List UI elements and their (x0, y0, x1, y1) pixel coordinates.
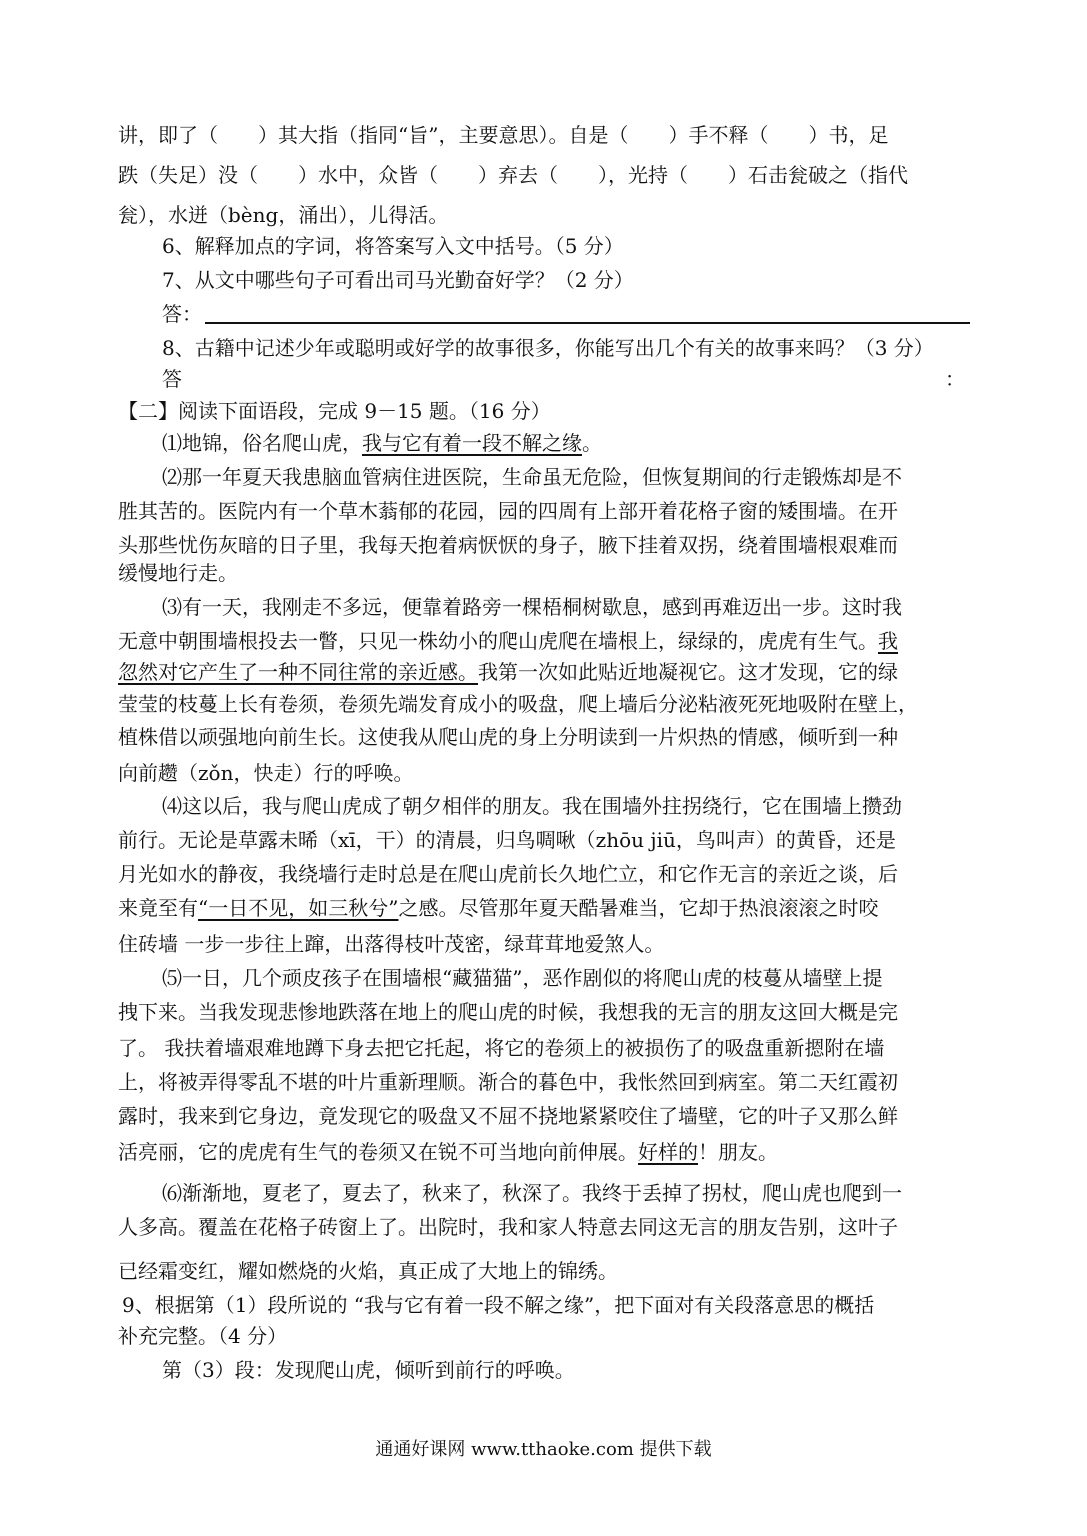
text-line (118, 624, 970, 658)
underlined-phrase: 好样的 (638, 1140, 698, 1164)
text-line: 植株借以顽强地向前生长。这使我从爬山虎的身上分明读到一片炽热的情感，倾听到一种 (118, 725, 898, 749)
text-line: ⑹渐渐地，夏老了，夏去了，秋来了，秋深了。我终于丢掉了拐杖，爬山虎也爬到一 (162, 1181, 902, 1205)
answer-line-7[interactable] (205, 322, 970, 324)
text-line: 前行。无论是草露未晞（xī，干）的清晨，归鸟啁啾（zhōu jiū，鸟叫声）的黄昏，还是 (118, 828, 896, 852)
text-line: 露时，我来到它身边，竟发现它的吸盘又不屈不挠地紧紧咬住了墙壁，它的叶子又那么鲜 (118, 1104, 898, 1128)
text-line: 瓮），水迸（bèng，涌出），儿得活。 (118, 203, 449, 227)
text-line: 上，将被弄得零乱不堪的叶片重新理顺。渐合的暮色中，我怅然回到病室。第二天红霞初 (118, 1070, 898, 1094)
text-line (118, 655, 970, 689)
text-line (118, 1135, 970, 1169)
answer-label-8: 答 (162, 367, 182, 391)
text-line: ⑵那一年夏天我患脑血管病住进医院，生命虽无危险，但恢复期间的行走锻炼却是不 (162, 465, 902, 489)
underlined-phrase: “一日不见，如三秋兮” (198, 896, 399, 920)
text-line: 缓慢地行走。 (118, 561, 238, 585)
text-line: 人多高。覆盖在花格子砖窗上了。出院时，我和家人特意去同这无言的朋友告别，这叶子 (118, 1215, 898, 1239)
underlined-sentence: 我 (878, 629, 898, 653)
text-line (118, 891, 970, 925)
answer-label-7: 答： (162, 302, 202, 326)
answer-colon-8: ： (945, 367, 965, 391)
text-line: 头那些忧伤灰暗的日子里，我每天抱着病恹恹的身子，腋下挂着双拐，绕着围墙根艰难而 (118, 533, 898, 557)
text-line: 胜其苦的。医院内有一个草木蓊郁的花园，园的四周有上部开着花格子窗的矮围墙。在开 (118, 499, 898, 523)
text-segment: 无意中朝围墙根投去一瞥，只见一株幼小的爬山虎爬在墙根上，绿绿的，虎虎有生气。 (118, 629, 878, 653)
text-line: 月光如水的静夜，我绕墙行走时总是在爬山虎前长久地伫立，和它作无言的亲近之谈，后 (118, 862, 898, 886)
paragraph-1 (162, 426, 970, 460)
text-line: ⑸一日，几个顽皮孩子在围墙根“藏猫猫”，恶作剧似的将爬山虎的枝蔓从墙壁上提 (162, 966, 883, 990)
text-line: 跌（失足）没（ ）水中，众皆（ ）弃去（ ），光持（ ）石击瓮破之（指代 (118, 163, 908, 187)
text-line: 已经霜变红，耀如燃烧的火焰，真正成了大地上的锦绣。 (118, 1259, 618, 1283)
text-line: 拽下来。当我发现悲惨地跌落在地上的爬山虎的时候，我想我的无言的朋友这回大概是完 (118, 1000, 898, 1024)
question-7: 7、从文中哪些句子可看出司马光勤奋好学？（2 分） (162, 268, 634, 292)
text-line: 莹莹的枝蔓上长有卷须，卷须先端发育成小的吸盘，爬上墙后分泌粘液死死地吸附在壁上， (118, 692, 918, 716)
section-heading: 【二】阅读下面语段，完成 9－15 题。（16 分） (118, 399, 551, 423)
text-segment: ！朋友。 (698, 1140, 778, 1164)
page-footer: 通通好课网 www.tthaoke.com 提供下载 (375, 1439, 712, 1460)
text-line: 了。 我扶着墙艰难地蹲下身去把它托起，将它的卷须上的被损伤了的吸盘重新摁附在墙 (118, 1036, 885, 1060)
text-line: 住砖墙 一步一步往上蹿，出落得枝叶茂密，绿茸茸地爱煞人。 (118, 932, 665, 956)
text-segment: 活亮丽，它的虎虎有生气的卷须又在锐不可当地向前伸展。 (118, 1140, 638, 1164)
question-9-item: 第（3）段：发现爬山虎，倾听到前行的呼唤。 (162, 1358, 575, 1382)
question-9: 9、根据第（1）段所说的 “我与它有着一段不解之缘”，把下面对有关段落意思的概括 (122, 1293, 875, 1317)
text-line: 补充完整。（4 分） (118, 1324, 288, 1348)
text-line: ⑶有一天，我刚走不多远，便靠着路旁一棵梧桐树歇息，感到再难迈出一步。这时我 (162, 595, 902, 619)
question-6: 6、解释加点的字词，将答案写入文中括号。（5 分） (162, 234, 624, 258)
text-line: 讲，即了（ ）其大指（指同“旨”，主要意思）。自是（ ）手不释（ ）书，足 (118, 123, 889, 147)
paragraph-1-text: ⑴地锦，俗名爬山虎， (162, 431, 362, 455)
question-8: 8、古籍中记述少年或聪明或好学的故事很多，你能写出几个有关的故事来吗？（3 分） (162, 336, 934, 360)
underlined-sentence: 忽然对它产生了一种不同往常的亲近感。 (118, 660, 478, 684)
punctuation: 。 (582, 431, 602, 455)
text-line: ⑷这以后，我与爬山虎成了朝夕相伴的朋友。我在围墙外拄拐绕行，它在围墙上攒劲 (162, 794, 902, 818)
underlined-sentence: 我与它有着一段不解之缘 (362, 431, 582, 455)
text-line: 向前趱（zǒn，快走）行的呼唤。 (118, 761, 414, 785)
text-segment: 我第一次如此贴近地凝视它。这才发现，它的绿 (478, 660, 898, 684)
text-segment: 来竟至有 (118, 896, 198, 920)
text-segment: 之感。尽管那年夏天酷暑难当，它却于热浪滚滚之时咬 (398, 896, 879, 920)
